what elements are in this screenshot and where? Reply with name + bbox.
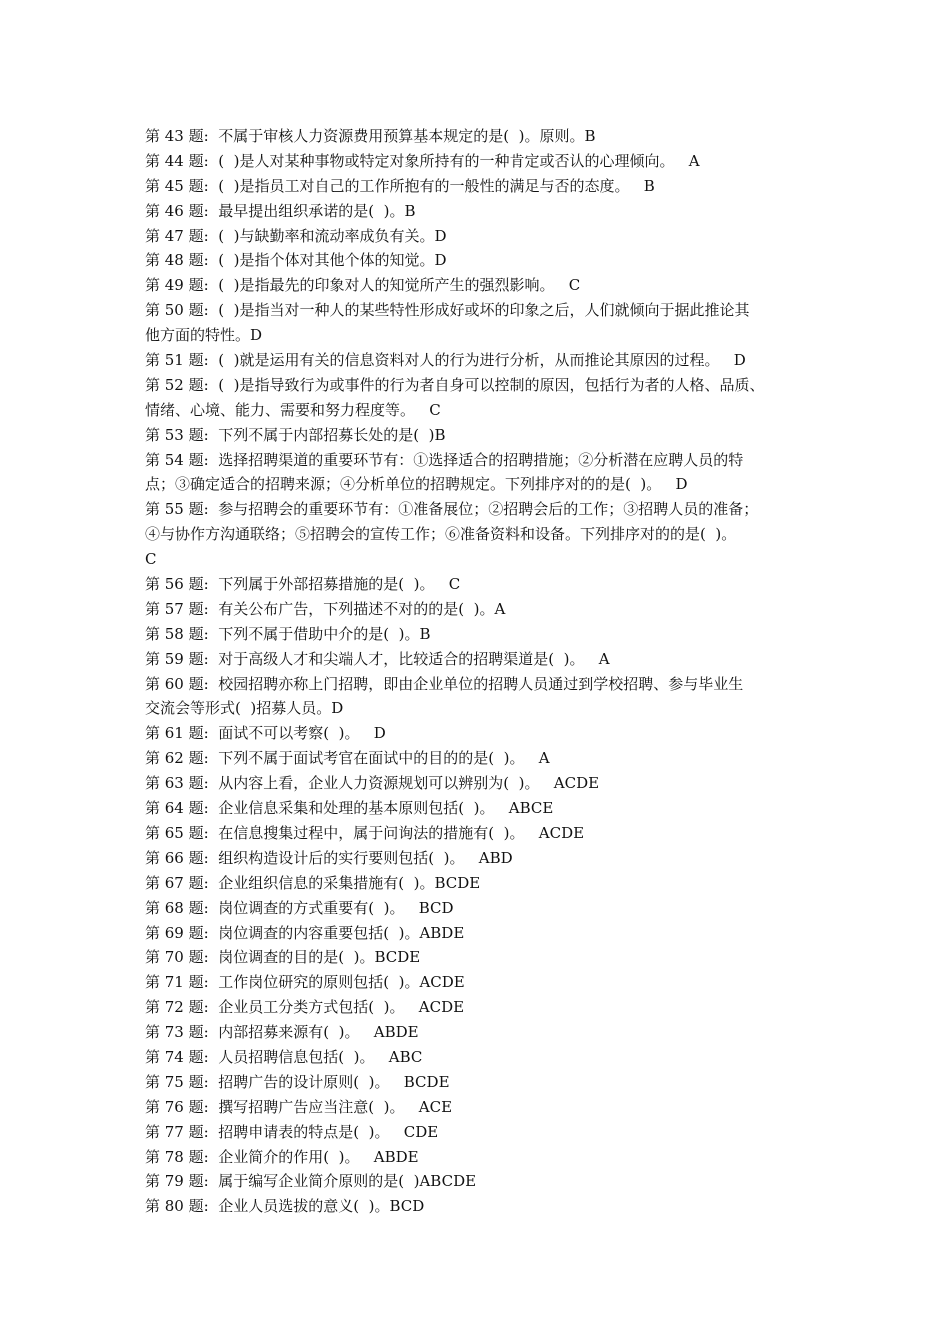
text-line: 第 77 题: 招聘申请表的特点是( )。 CDE	[145, 1122, 439, 1141]
text-line: 第 72 题: 企业员工分类方式包括( )。 ACDE	[145, 998, 465, 1017]
text-line: 第 71 题: 工作岗位研究的原则包括( )。ACDE	[145, 973, 465, 992]
text-line: 第 70 题: 岗位调查的目的是( )。BCDE	[145, 948, 421, 967]
text-line: 第 60 题: 校园招聘亦称上门招聘，即由企业单位的招聘人员通过到学校招聘、参与毕业生	[145, 674, 744, 693]
text-line: 第 53 题: 下列不属于内部招募长处的是( )B	[145, 425, 446, 444]
text-line: 第 50 题: ( )是指当对一种人的某些特性形成好或坏的印象之后，人们就倾向于据此推论其	[145, 301, 750, 320]
text-line: 第 67 题: 企业组织信息的采集措施有( )。BCDE	[145, 873, 481, 892]
text-line: 第 55 题: 参与招聘会的重要环节有：①准备展位；②招聘会后的工作；③招聘人员的准备；	[145, 500, 759, 519]
text-line: 第 49 题: ( )是指最先的印象对人的知觉所产生的强烈影响。 C	[145, 276, 581, 295]
text-line: 第 46 题: 最早提出组织承诺的是( )。B	[145, 201, 416, 220]
text-line: 第 66 题: 组织构造设计后的实行要则包括( )。 ABD	[145, 848, 513, 867]
text-line: 第 51 题: ( )就是运用有关的信息资料对人的行为进行分析，从而推论其原因的过程。 D	[145, 351, 746, 370]
text-line: 第 48 题: ( )是指个体对其他个体的知觉。D	[145, 251, 447, 270]
text-line: 第 75 题: 招聘广告的设计原则( )。 BCDE	[145, 1072, 450, 1091]
text-line: 第 57 题: 有关公布广告，下列描述不对的的是( )。A	[145, 599, 506, 618]
text-line: 第 62 题: 下列不属于面试考官在面试中的目的的是( )。 A	[145, 749, 550, 768]
text-line: 第 73 题: 内部招募来源有( )。 ABDE	[145, 1023, 419, 1042]
text-line: 第 56 题: 下列属于外部招募措施的是( )。 C	[145, 575, 461, 594]
text-line: 点；③确定适合的招聘来源；④分析单位的招聘规定。下列排序对的的是( )。 D	[145, 475, 688, 494]
text-line: 交流会等形式( )招募人员。D	[145, 699, 344, 718]
text-line: 第 69 题: 岗位调查的内容重要包括( )。ABDE	[145, 923, 465, 942]
text-line: 第 59 题: 对于高级人才和尖端人才，比较适合的招聘渠道是( )。 A	[145, 649, 610, 668]
document-body	[145, 124, 825, 1219]
text-line: 第 43 题: 不属于审核人力资源费用预算基本规定的是( )。原则。B	[145, 127, 596, 145]
text-line: C	[145, 550, 157, 569]
text-line: 第 65 题: 在信息搜集过程中，属于问询法的措施有( )。 ACDE	[145, 823, 585, 842]
text-line: 情绪、心境、能力、需要和努力程度等。 C	[145, 400, 441, 419]
text-line: 他方面的特性。D	[145, 326, 263, 345]
text-line: 第 64 题: 企业信息采集和处理的基本原则包括( )。 ABCE	[145, 799, 554, 818]
text-line: 第 58 题: 下列不属于借助中介的是( )。B	[145, 624, 431, 643]
text-line: ④与协作方沟通联络；⑤招聘会的宣传工作；⑥准备资料和设备。下列排序对的的是( )。	[145, 525, 737, 544]
text-line: 第 74 题: 人员招聘信息包括( )。 ABC	[145, 1047, 423, 1066]
text-line: 第 47 题: ( )与缺勤率和流动率成负有关。D	[145, 226, 447, 245]
text-line: 第 45 题: ( )是指员工对自己的工作所抱有的一般性的满足与否的态度。 B	[145, 176, 655, 195]
text-line: 第 44 题: ( )是人对某种事物或特定对象所持有的一种肯定或否认的心理倾向。 A	[145, 151, 700, 170]
text-line: 第 76 题: 撰写招聘广告应当注意( )。 ACE	[145, 1097, 453, 1116]
text-line: 第 79 题: 属于编写企业简介原则的是( )ABCDE	[145, 1172, 477, 1191]
text-line: 第 61 题: 面试不可以考察( )。 D	[145, 724, 386, 743]
text-line: 第 78 题: 企业简介的作用( )。 ABDE	[145, 1147, 419, 1166]
text-line: 第 68 题: 岗位调查的方式重要有( )。 BCD	[145, 898, 454, 917]
text-line: 第 54 题: 选择招聘渠道的重要环节有：①选择适合的招聘措施；②分析潜在应聘人员的特	[145, 450, 744, 469]
text-line: 第 63 题: 从内容上看，企业人力资源规划可以辨别为( )。 ACDE	[145, 774, 600, 793]
text-line: 第 80 题: 企业人员选拔的意义( )。BCD	[145, 1197, 425, 1216]
text-line: 第 52 题: ( )是指导致行为或事件的行为者自身可以控制的原因，包括行为者的人格、品质、	[145, 375, 765, 394]
